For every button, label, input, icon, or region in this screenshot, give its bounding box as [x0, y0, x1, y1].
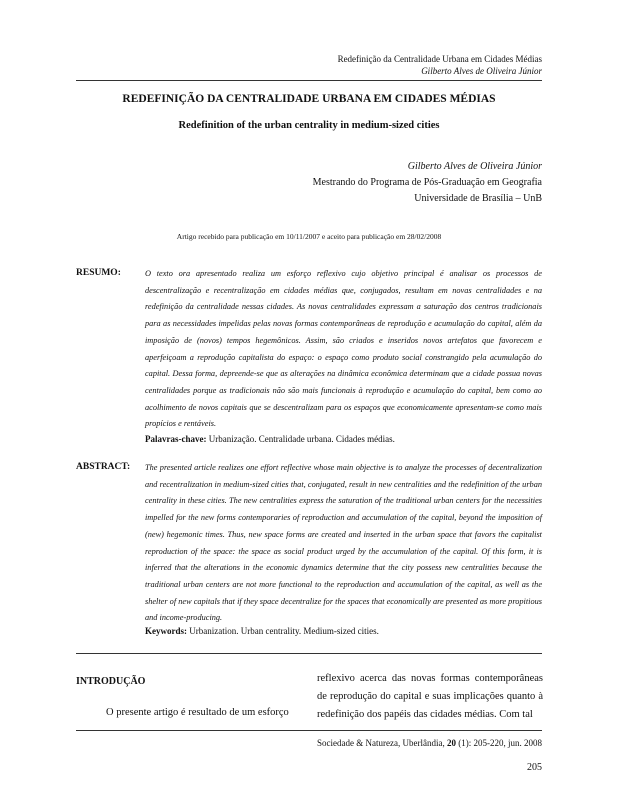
palavras-chave: [145, 434, 395, 444]
page-number: 205: [527, 762, 542, 773]
resumo-text: O texto ora apresentado realiza um esforço reflexivo cujo objetivo principal é analisar os processos de descentralização e recentralização em cidades médias que, conjugados, resultam em novas centralidades e na redefinição da centralidade nessas cidades. As novas centralidades expressam a saturação dos centros tradicionais para as necessidades impelidas pelas novas formas contemporâneas de reprodução e acumulação do capital, além da imposição de (novos) tempos hegemônicos. Assim, são criados e inseridos novos artefatos que favorecem e aperfeiçoam a reprodução capitalista do espaço: o espaço como produto social constrangido pela acumulação do capital. Dessa forma, depreende-se que as alterações na dinâmica econômica determinam que a cidade possua novas centralidades porque as tradicionais não são mais funcionais à reprodução e acumulação do capital, bem como ao acolhimento de novos capitais que se descentralizam para os espaços que economicamente apresentam-se como mais propícios e rentáveis.: [145, 269, 542, 429]
article-subtitle: Redefinition of the urban centrality in medium-sized cities: [178, 120, 440, 131]
palavras-chave-label: Palavras-chave:: [145, 434, 207, 444]
intro-left-text: O presente artigo é resultado de um esforço: [106, 707, 289, 718]
section-rule: [76, 653, 542, 654]
palavras-chave-text: Urbanização. Centralidade urbana. Cidades médias.: [208, 434, 395, 444]
journal-prefix: Sociedade & Natureza, Uberlândia,: [317, 738, 445, 748]
author-affiliation-line1: Mestrando do Programa de Pós-Graduação em Geografia: [312, 177, 542, 188]
author-affiliation-line2: Universidade de Brasília – UnB: [414, 193, 542, 204]
author-name: Gilberto Alves de Oliveira Júnior: [407, 161, 542, 172]
keywords: [145, 626, 379, 636]
received-note: Artigo recebido para publicação em 10/11/2007 e aceito para publicação em 28/02/2008: [176, 232, 442, 241]
running-title: Redefinição da Centralidade Urbana em Cidades Médias: [337, 54, 542, 64]
article-title: REDEFINIÇÃO DA CENTRALIDADE URBANA EM CIDADES MÉDIAS: [122, 93, 496, 105]
running-author: Gilberto Alves de Oliveira Júnior: [421, 66, 542, 76]
journal-citation: [317, 738, 542, 748]
keywords-text: Urbanization. Urban centrality. Medium-sized cities.: [189, 626, 379, 636]
keywords-label: Keywords:: [145, 626, 187, 636]
journal-volume: 20: [447, 738, 456, 748]
intro-right-text: reflexivo acerca das novas formas contemporâneas de reprodução do capital e suas implicações quanto à redefinição dos papéis das cidades médias. Com tal: [317, 673, 543, 720]
footer-rule: [76, 730, 542, 731]
intro-heading: INTRODUÇÃO: [76, 676, 146, 687]
resumo-label: RESUMO:: [76, 268, 121, 278]
abstract-text: The presented article realizes one effort reflective whose main objective is to analyze the processes of decentralization and recentralization in medium-sized cities that, conjugated, result in new centralities and the redefinition of the urban centrality in these cities. The new centralities express the saturation of the traditional urban centers for the necessities impelled for the new forms contemporaries of reproduction and accumulation of the capital, beyond the imposition of (new) hegemonic times. Thus, new space forms are created and inserted in the urban space that favors the capitalist reproduction of the space: the space as social product urged by the accumulation of the capital. Of this form, it is inferred that the alterations in the economic dynamics determine that the city possess new centralities because the traditional urban centers are not more functional to the reproduction and accumulation of the capital, as well as the shelter of new capitals that if they space decentralize for the spaces that economically are presented as more propitious and income-producing.: [145, 463, 542, 623]
journal-suffix: (1): 205-220, jun. 2008: [458, 738, 542, 748]
header-rule: [76, 80, 542, 81]
abstract-label: ABSTRACT:: [76, 462, 131, 472]
